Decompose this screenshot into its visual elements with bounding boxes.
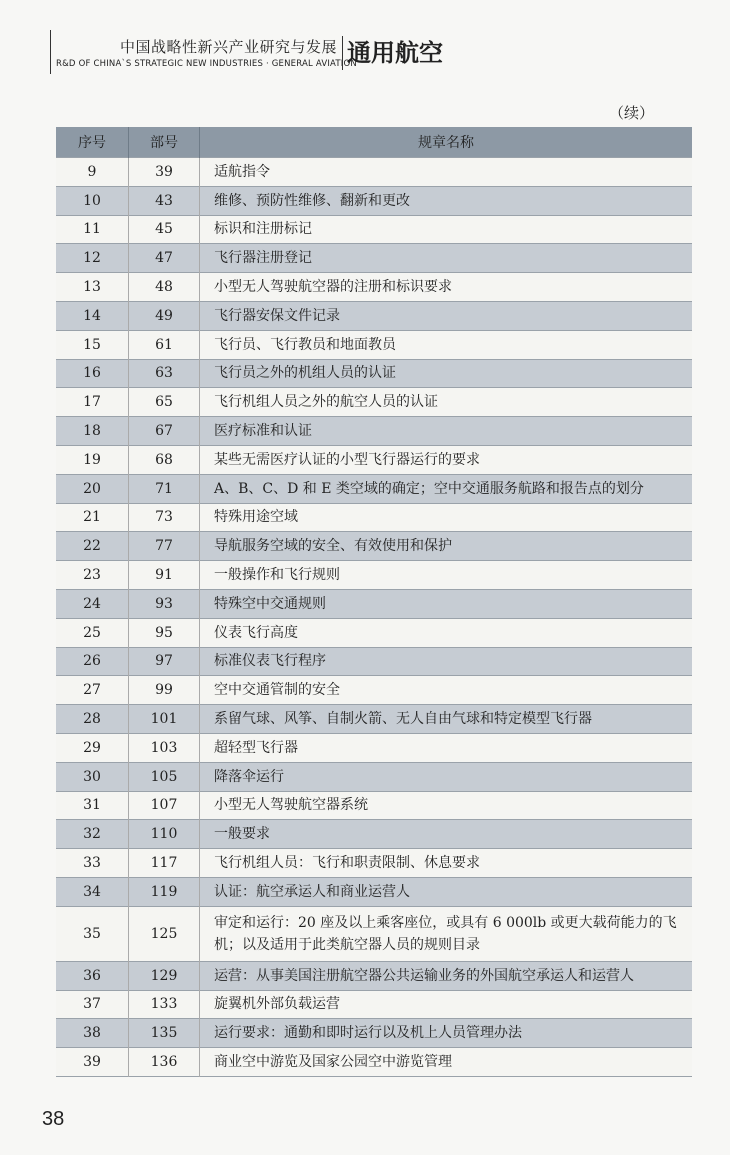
row-name: 某些无需医疗认证的小型飞行器运行的要求 [200,445,693,474]
row-part: 110 [129,820,200,849]
row-name: 标识和注册标记 [200,215,693,244]
row-name: 运行要求：通勤和即时运行以及机上人员管理办法 [200,1019,693,1048]
row-name: 小型无人驾驶航空器系统 [200,791,693,820]
row-name: 空中交通管制的安全 [200,676,693,705]
row-part: 99 [129,676,200,705]
table-row [56,877,692,906]
row-part: 45 [129,215,200,244]
table-header-row [56,127,692,158]
row-part: 61 [129,330,200,359]
row-number: 16 [56,359,129,388]
row-name: A、B、C、D 和 E 类空域的确定；空中交通服务航路和报告点的划分 [200,474,693,503]
book-title: 通用航空 [342,36,443,70]
row-number: 24 [56,589,129,618]
row-part: 136 [129,1048,200,1077]
table-row [56,273,692,302]
table-row [56,733,692,762]
row-number: 11 [56,215,129,244]
row-name: 医疗标准和认证 [200,417,693,446]
row-part: 107 [129,791,200,820]
table-row [56,474,692,503]
row-name: 导航服务空域的安全、有效使用和保护 [200,532,693,561]
row-part: 68 [129,445,200,474]
row-part: 97 [129,647,200,676]
row-name: 一般操作和飞行规则 [200,561,693,590]
row-name: 商业空中游览及国家公园空中游览管理 [200,1048,693,1077]
row-name: 飞行员、飞行教员和地面教员 [200,330,693,359]
table-row [56,589,692,618]
row-number: 29 [56,733,129,762]
row-number: 27 [56,676,129,705]
row-name: 飞行机组人员：飞行和职责限制、休息要求 [200,849,693,878]
table-row [56,388,692,417]
row-part: 77 [129,532,200,561]
row-part: 49 [129,301,200,330]
row-part: 135 [129,1019,200,1048]
row-number: 17 [56,388,129,417]
table-row [56,503,692,532]
row-part: 39 [129,158,200,187]
table-row [56,330,692,359]
row-part: 67 [129,417,200,446]
row-number: 28 [56,705,129,734]
row-part: 125 [129,906,200,961]
row-number: 35 [56,906,129,961]
row-number: 39 [56,1048,129,1077]
row-number: 20 [56,474,129,503]
row-part: 91 [129,561,200,590]
table-row [56,791,692,820]
row-part: 103 [129,733,200,762]
row-number: 21 [56,503,129,532]
row-number: 18 [56,417,129,446]
continued-label: （续） [608,104,654,122]
row-part: 71 [129,474,200,503]
row-number: 37 [56,990,129,1019]
table-row [56,990,692,1019]
row-number: 32 [56,820,129,849]
row-number: 14 [56,301,129,330]
row-number: 13 [56,273,129,302]
row-part: 73 [129,503,200,532]
row-name: 维修、预防性维修、翻新和更改 [200,186,693,215]
table-row [56,532,692,561]
row-number: 15 [56,330,129,359]
row-name: 认证：航空承运人和商业运营人 [200,877,693,906]
row-number: 12 [56,244,129,273]
row-name: 适航指令 [200,158,693,187]
table-row [56,186,692,215]
row-number: 38 [56,1019,129,1048]
row-part: 105 [129,762,200,791]
row-part: 101 [129,705,200,734]
row-part: 65 [129,388,200,417]
row-number: 25 [56,618,129,647]
table-row [56,445,692,474]
table-row [56,215,692,244]
row-number: 36 [56,961,129,990]
table-row [56,561,692,590]
table-row [56,705,692,734]
row-part: 95 [129,618,200,647]
series-title-zh: 中国战略性新兴产业研究与发展 [120,38,338,56]
row-name: 标准仪表飞行程序 [200,647,693,676]
table-row [56,417,692,446]
col-header-no: 序号 [56,127,129,158]
table-row [56,647,692,676]
row-number: 31 [56,791,129,820]
table-row [56,961,692,990]
row-part: 48 [129,273,200,302]
row-name: 运营：从事美国注册航空器公共运输业务的外国航空承运人和运营人 [200,961,693,990]
table-row [56,618,692,647]
table-row [56,1019,692,1048]
table-row [56,849,692,878]
table-row [56,676,692,705]
row-number: 33 [56,849,129,878]
row-name: 审定和运行：20 座及以上乘客座位，或具有 6 000lb 或更大载荷能力的飞机；以及适用于此类航空器人员的规则目录 [200,906,693,961]
page-number: 38 [42,1108,65,1130]
row-name: 飞行员之外的机组人员的认证 [200,359,693,388]
table-row [56,1048,692,1077]
row-name: 飞行器安保文件记录 [200,301,693,330]
row-number: 19 [56,445,129,474]
table-row [56,359,692,388]
row-name: 小型无人驾驶航空器的注册和标识要求 [200,273,693,302]
col-header-part: 部号 [129,127,200,158]
regulations-table [56,127,692,1077]
row-name: 特殊空中交通规则 [200,589,693,618]
row-number: 30 [56,762,129,791]
table-row [56,244,692,273]
row-name: 飞行器注册登记 [200,244,693,273]
table-row [56,301,692,330]
table-row [56,906,692,961]
row-name: 一般要求 [200,820,693,849]
header-rule [50,30,51,74]
row-number: 26 [56,647,129,676]
row-number: 9 [56,158,129,187]
table-row [56,762,692,791]
row-name: 仪表飞行高度 [200,618,693,647]
row-name: 特殊用途空域 [200,503,693,532]
row-part: 93 [129,589,200,618]
row-name: 系留气球、风筝、自制火箭、无人自由气球和特定模型飞行器 [200,705,693,734]
row-number: 23 [56,561,129,590]
table-row [56,820,692,849]
row-part: 43 [129,186,200,215]
row-part: 119 [129,877,200,906]
row-part: 47 [129,244,200,273]
row-part: 129 [129,961,200,990]
row-part: 117 [129,849,200,878]
row-number: 34 [56,877,129,906]
row-name: 降落伞运行 [200,762,693,791]
series-title-en: R&D OF CHINA`S STRATEGIC NEW INDUSTRIES · GENERAL AVIATION [56,59,357,69]
row-name: 飞行机组人员之外的航空人员的认证 [200,388,693,417]
col-header-name: 规章名称 [200,127,693,158]
row-number: 22 [56,532,129,561]
row-name: 旋翼机外部负载运营 [200,990,693,1019]
row-part: 133 [129,990,200,1019]
row-number: 10 [56,186,129,215]
table-row [56,158,692,187]
row-name: 超轻型飞行器 [200,733,693,762]
row-part: 63 [129,359,200,388]
